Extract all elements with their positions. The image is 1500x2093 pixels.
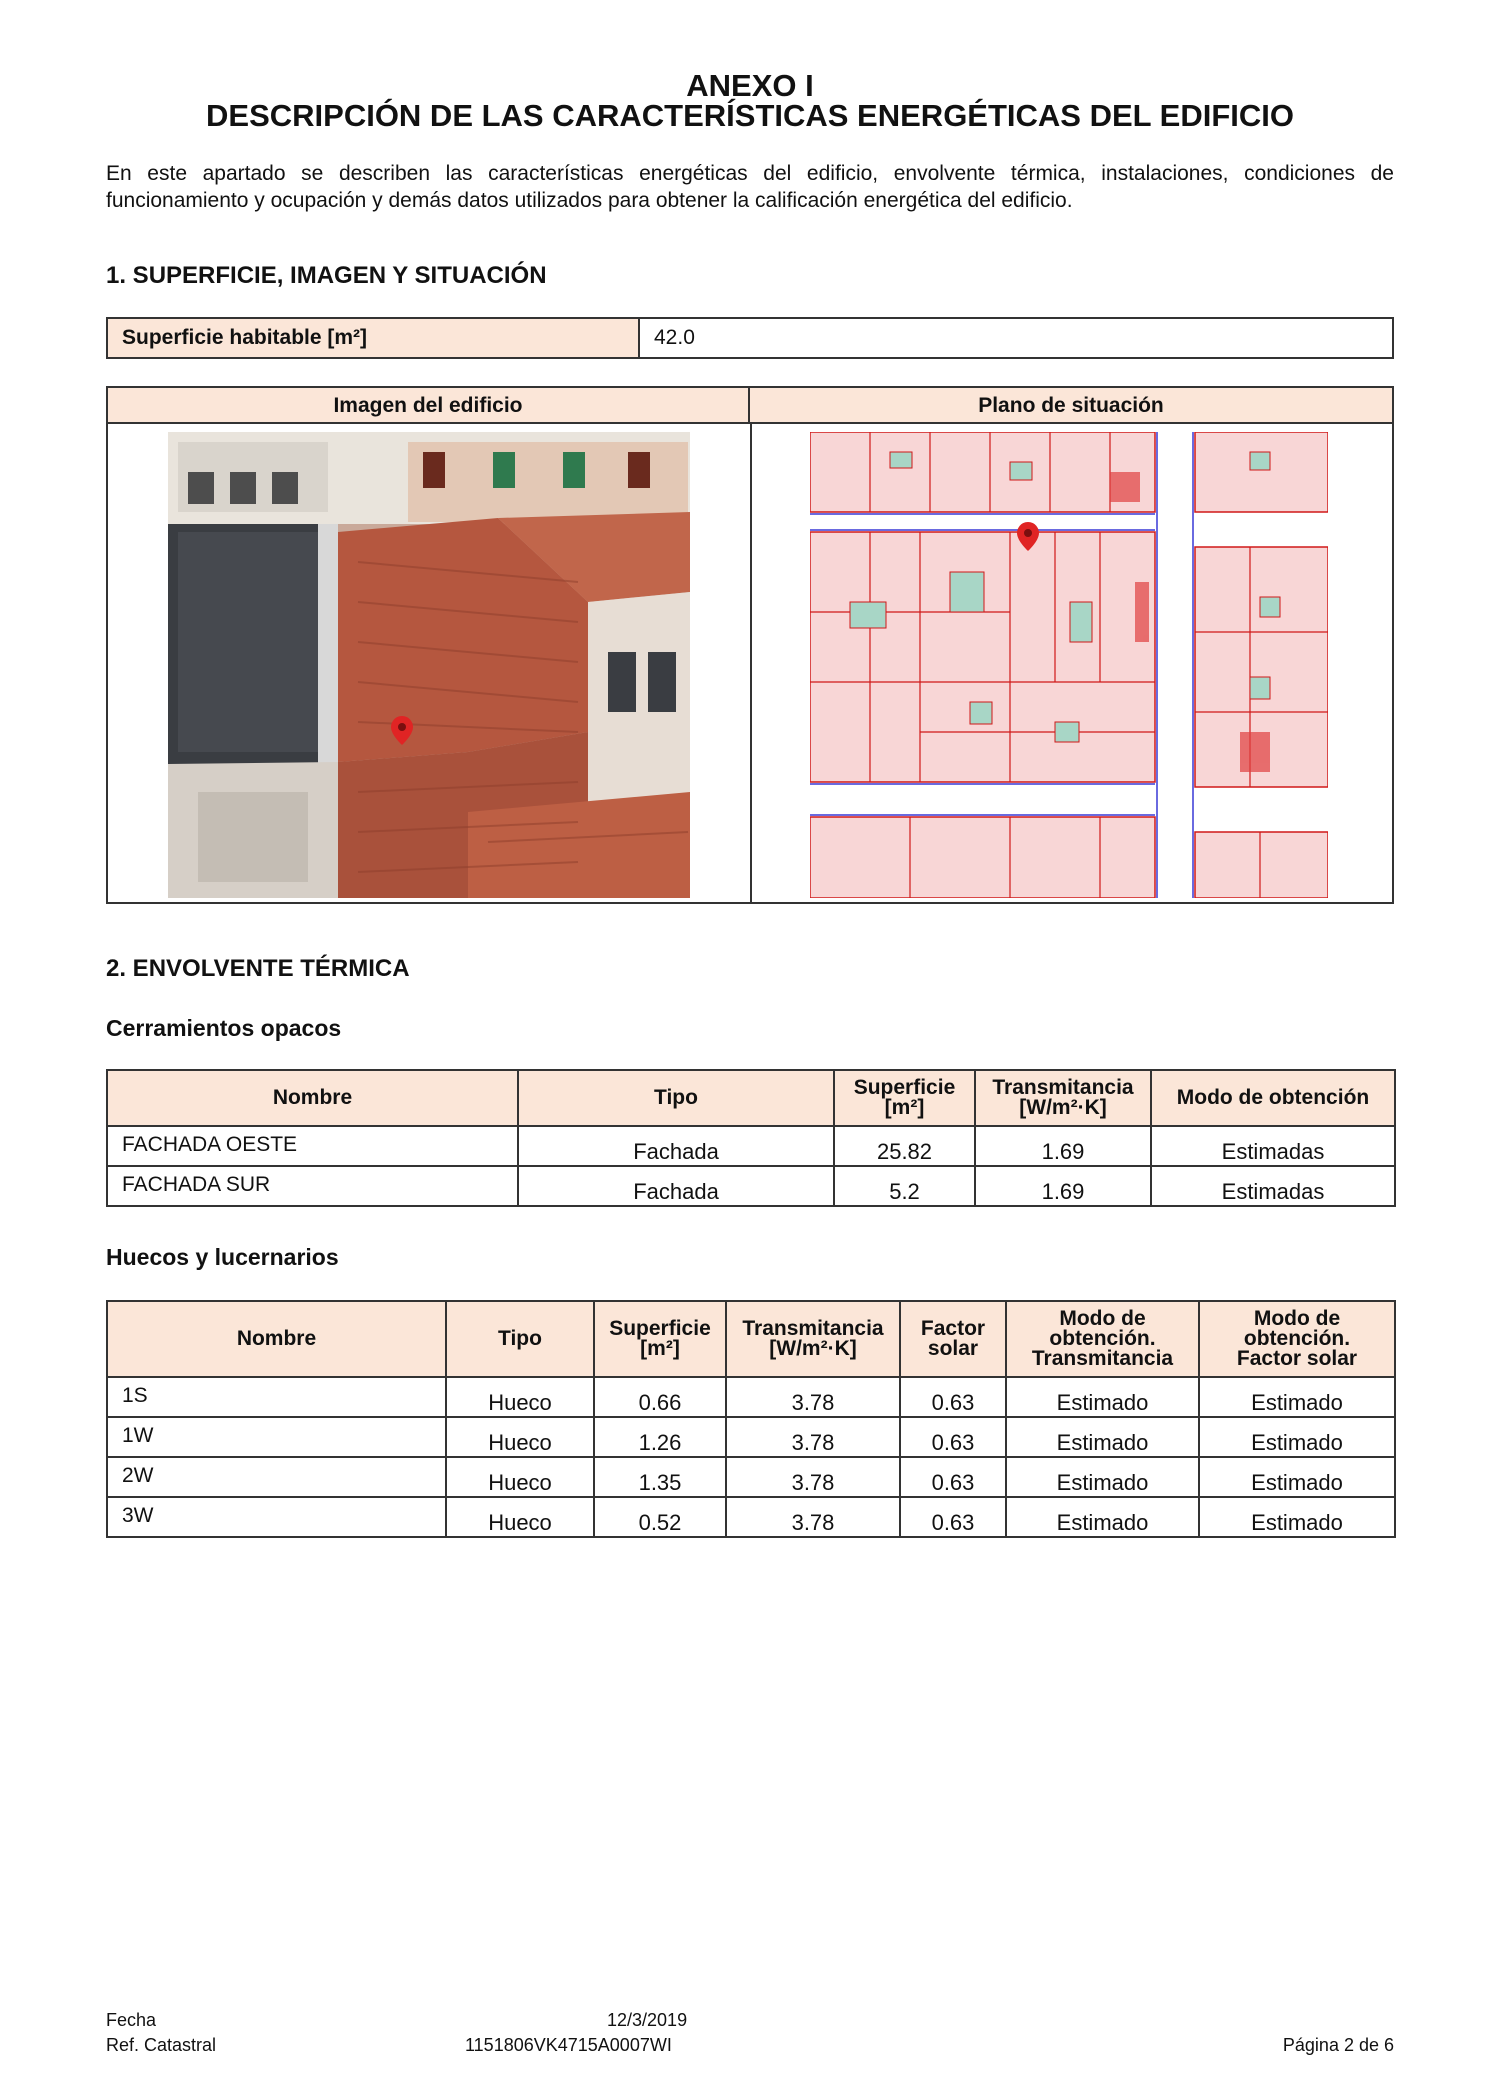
col-tipo: Tipo [446,1301,594,1377]
huecos-table [106,1300,1396,1538]
image-header: Imagen del edificio [108,388,750,424]
col-transmitancia: Transmitancia [W/m²·K] [975,1070,1151,1126]
col-factor-solar: Factor solar [900,1301,1006,1377]
col-nombre: Nombre [107,1070,518,1126]
building-aerial-photo [168,432,690,898]
table-row: 3W Hueco 0.52 3.78 0.63 Estimado Estimado [107,1497,1395,1537]
section-2-title: 2. ENVOLVENTE TÉRMICA [106,955,410,982]
footer-fecha-label: Fecha [106,2010,157,2030]
table-row: FACHADA SUR Fachada 5.2 1.69 Estimadas [107,1166,1395,1206]
footer-fecha-value: 12/3/2019 [607,2010,688,2030]
table-row: FACHADA OESTE Fachada 25.82 1.69 Estimadas [107,1126,1395,1166]
col-modo-factor: Modo de obtención. Factor solar [1199,1301,1395,1377]
annex-title: ANEXO I [686,68,814,103]
footer-page-number: Página 2 de 6 [1282,2035,1394,2055]
surface-table [106,317,1394,359]
map-header: Plano de situación [750,388,1392,424]
col-modo: Modo de obtención [1151,1070,1395,1126]
image-map-panel [106,386,1394,904]
col-nombre: Nombre [107,1301,446,1377]
table-row: 1S Hueco 0.66 3.78 0.63 Estimado Estimado [107,1377,1395,1417]
footer-ref-label: Ref. Catastral [106,2035,217,2055]
surface-label: Superficie habitable [m²] [107,318,639,358]
col-modo-transmitancia: Modo de obtención. Transmitancia [1006,1301,1199,1377]
col-superficie: Superficie [m²] [594,1301,726,1377]
surface-value: 42.0 [639,318,1393,358]
table-row: 2W Hueco 1.35 3.78 0.63 Estimado Estimado [107,1457,1395,1497]
section-1-title: 1. SUPERFICIE, IMAGEN Y SITUACIÓN [106,262,547,289]
opacos-table [106,1069,1396,1207]
panel-divider [750,424,752,902]
opacos-title: Cerramientos opacos [106,1015,342,1041]
col-tipo: Tipo [518,1070,834,1126]
col-superficie: Superficie [m²] [834,1070,975,1126]
table-row: 1W Hueco 1.26 3.78 0.63 Estimado Estimado [107,1417,1395,1457]
footer-ref-value: 1151806VK4715A0007WI [465,2035,672,2055]
intro-paragraph: En este apartado se describen las características energéticas del edificio, envolvente térmica, instalaciones, condiciones de funcionamiento y ocupación y demás datos utilizados para obtener la calificación energética del edificio. [106,162,1394,212]
huecos-title: Huecos y lucernarios [106,1244,339,1270]
col-transmitancia: Transmitancia [W/m²·K] [726,1301,900,1377]
annex-subtitle: DESCRIPCIÓN DE LAS CARACTERÍSTICAS ENERGÉTICAS DEL EDIFICIO [206,98,1294,133]
situation-map [810,432,1328,898]
